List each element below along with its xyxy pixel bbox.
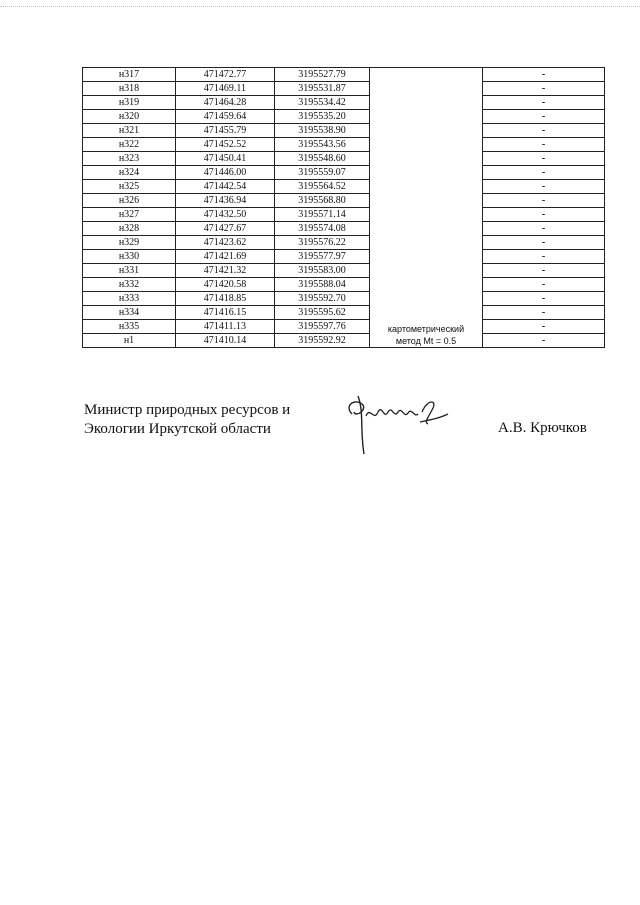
- point-id-cell: н327: [83, 208, 176, 222]
- x-coordinate-cell: 471421.69: [176, 250, 275, 264]
- y-coordinate-cell: 3195574.08: [275, 222, 370, 236]
- dash-cell: -: [483, 222, 605, 236]
- signatory-name: А.В. Крючков: [498, 420, 587, 436]
- dash-cell: -: [483, 68, 605, 82]
- x-coordinate-cell: 471455.79: [176, 124, 275, 138]
- dash-cell: -: [483, 138, 605, 152]
- dash-cell: -: [483, 110, 605, 124]
- x-coordinate-cell: 471446.00: [176, 166, 275, 180]
- table-row: [83, 222, 605, 236]
- dash-cell: -: [483, 236, 605, 250]
- dash-cell: -: [483, 264, 605, 278]
- y-coordinate-cell: 3195595.62: [275, 306, 370, 320]
- x-coordinate-cell: 471469.11: [176, 82, 275, 96]
- y-coordinate-cell: 3195527.79: [275, 68, 370, 82]
- y-coordinate-cell: 3195571.14: [275, 208, 370, 222]
- point-id-cell: н328: [83, 222, 176, 236]
- point-id-cell: н317: [83, 68, 176, 82]
- dash-cell: -: [483, 82, 605, 96]
- handwritten-signature: [338, 392, 450, 456]
- signatory-title: [84, 401, 290, 439]
- x-coordinate-cell: 471418.85: [176, 292, 275, 306]
- dash-cell: -: [483, 278, 605, 292]
- y-coordinate-cell: 3195568.80: [275, 194, 370, 208]
- dash-cell: -: [483, 124, 605, 138]
- table-row: [83, 236, 605, 250]
- point-id-cell: н1: [83, 334, 176, 348]
- table-row: [83, 306, 605, 320]
- dash-cell: -: [483, 194, 605, 208]
- table-row: [83, 180, 605, 194]
- table-row: [83, 124, 605, 138]
- y-coordinate-cell: 3195597.76: [275, 320, 370, 334]
- table-row: [83, 138, 605, 152]
- table-row: [83, 68, 605, 82]
- point-id-cell: н322: [83, 138, 176, 152]
- x-coordinate-cell: 471436.94: [176, 194, 275, 208]
- y-coordinate-cell: 3195559.07: [275, 166, 370, 180]
- table-row: [83, 166, 605, 180]
- table-row: [83, 278, 605, 292]
- table-row: [83, 320, 605, 334]
- table-row: [83, 194, 605, 208]
- y-coordinate-cell: 3195577.97: [275, 250, 370, 264]
- y-coordinate-cell: 3195576.22: [275, 236, 370, 250]
- point-id-cell: н332: [83, 278, 176, 292]
- x-coordinate-cell: 471411.13: [176, 320, 275, 334]
- dash-cell: -: [483, 96, 605, 110]
- point-id-cell: н330: [83, 250, 176, 264]
- signatory-title-line-2: Экологии Иркутской области: [84, 421, 271, 437]
- x-coordinate-cell: 471423.62: [176, 236, 275, 250]
- x-coordinate-cell: 471410.14: [176, 334, 275, 348]
- table-row: [83, 96, 605, 110]
- x-coordinate-cell: 471464.28: [176, 96, 275, 110]
- y-coordinate-cell: 3195531.87: [275, 82, 370, 96]
- x-coordinate-cell: 471421.32: [176, 264, 275, 278]
- y-coordinate-cell: 3195592.70: [275, 292, 370, 306]
- x-coordinate-cell: 471442.54: [176, 180, 275, 194]
- point-id-cell: н323: [83, 152, 176, 166]
- signatory-title-line-1: Министр природных ресурсов и: [84, 402, 291, 418]
- x-coordinate-cell: 471416.15: [176, 306, 275, 320]
- point-id-cell: н321: [83, 124, 176, 138]
- dash-cell: -: [483, 208, 605, 222]
- point-id-cell: н326: [83, 194, 176, 208]
- coordinates-table: [82, 67, 605, 348]
- table-row: [83, 110, 605, 124]
- y-coordinate-cell: 3195548.60: [275, 152, 370, 166]
- y-coordinate-cell: 3195534.42: [275, 96, 370, 110]
- table-row: [83, 334, 605, 348]
- point-id-cell: н333: [83, 292, 176, 306]
- dash-cell: -: [483, 292, 605, 306]
- dash-cell: -: [483, 152, 605, 166]
- y-coordinate-cell: 3195535.20: [275, 110, 370, 124]
- point-id-cell: н335: [83, 320, 176, 334]
- x-coordinate-cell: 471432.50: [176, 208, 275, 222]
- table-row: [83, 264, 605, 278]
- point-id-cell: н324: [83, 166, 176, 180]
- dash-cell: -: [483, 180, 605, 194]
- point-id-cell: н329: [83, 236, 176, 250]
- dash-cell: -: [483, 250, 605, 264]
- scan-artifact-line: [0, 6, 640, 11]
- y-coordinate-cell: 3195583.00: [275, 264, 370, 278]
- y-coordinate-cell: 3195564.52: [275, 180, 370, 194]
- table-row: [83, 208, 605, 222]
- point-id-cell: н331: [83, 264, 176, 278]
- dash-cell: -: [483, 320, 605, 334]
- dash-cell: -: [483, 306, 605, 320]
- point-id-cell: н325: [83, 180, 176, 194]
- dash-cell: -: [483, 334, 605, 348]
- method-cell: [370, 68, 483, 348]
- method-line-1: картометрический: [387, 324, 465, 334]
- point-id-cell: н319: [83, 96, 176, 110]
- x-coordinate-cell: 471452.52: [176, 138, 275, 152]
- point-id-cell: н320: [83, 110, 176, 124]
- x-coordinate-cell: 471450.41: [176, 152, 275, 166]
- table-row: [83, 250, 605, 264]
- point-id-cell: н318: [83, 82, 176, 96]
- method-line-2: метод Mt = 0.5: [395, 336, 457, 346]
- y-coordinate-cell: 3195588.04: [275, 278, 370, 292]
- x-coordinate-cell: 471459.64: [176, 110, 275, 124]
- table-row: [83, 82, 605, 96]
- table-row: [83, 292, 605, 306]
- x-coordinate-cell: 471472.77: [176, 68, 275, 82]
- y-coordinate-cell: 3195592.92: [275, 334, 370, 348]
- x-coordinate-cell: 471420.58: [176, 278, 275, 292]
- table-row: [83, 152, 605, 166]
- x-coordinate-cell: 471427.67: [176, 222, 275, 236]
- dash-cell: -: [483, 166, 605, 180]
- y-coordinate-cell: 3195538.90: [275, 124, 370, 138]
- point-id-cell: н334: [83, 306, 176, 320]
- y-coordinate-cell: 3195543.56: [275, 138, 370, 152]
